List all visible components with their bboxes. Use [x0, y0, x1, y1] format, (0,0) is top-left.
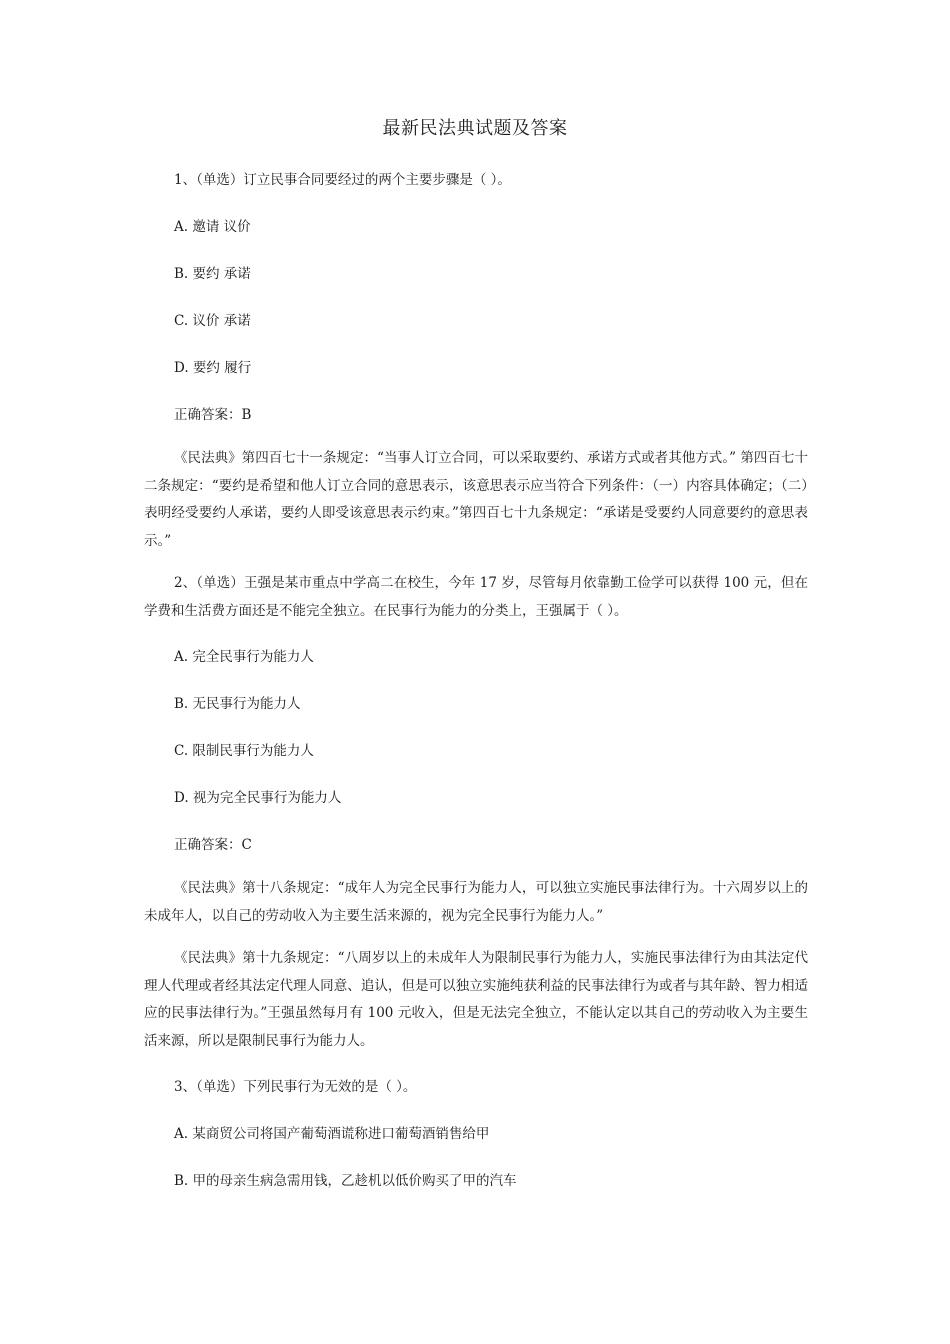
- question-3: 3、（单选）下列民事行为无效的是（ ）。: [174, 1079, 417, 1095]
- q1-explanation: 《民法典》第四百七十一条规定：“当事人订立合同，可以采取要约、承诺方式或者其他方式。” 第四百七十二条规定：“要约是希望和他人订立合同的意思表示，该意思表示应当符合下列条件：（一）内容具体确定；（二）表明经受要约人承诺，要约人即受该意思表示约束。”第四百七十九条规定：“承诺是受要约人同意要约的意思表示。”: [144, 450, 808, 549]
- q3-option-a: A. 某商贸公司将国产葡萄酒谎称进口葡萄酒销售给甲: [174, 1126, 490, 1142]
- q1-option-b: B. 要约 承诺: [174, 266, 251, 282]
- page-title: 最新民法典试题及答案: [382, 118, 568, 139]
- q2-explanation-2: 《民法典》第十九条规定：“八周岁以上的未成年人为限制民事行为能力人，实施民事法律行为由其法定代理人代理或者经其法定代理人同意、追认，但是可以独立实施纯获利益的民事法律行为或者与其年龄、智力相适应的民事法律行为。”王强虽然每月有 100 元收入，但是无法完全独立，不能认定以其自己的劳动收入为主要生活来源，所以是限制民事行为能力人。: [144, 950, 808, 1049]
- question-2: 2、（单选）王强是某市重点中学高二在校生，今年 17 岁，尽管每月依靠勤工俭学可以获得 100 元，但在学费和生活费方面还是不能完全独立。在民事行为能力的分类上，王强属于（ ）。: [144, 575, 808, 619]
- q2-option-a: A. 完全民事行为能力人: [174, 649, 314, 665]
- q3-option-b: B. 甲的母亲生病急需用钱，乙趁机以低价购买了甲的汽车: [174, 1173, 517, 1189]
- q1-option-a: A. 邀请 议价: [174, 219, 251, 235]
- q1-option-c: C. 议价 承诺: [174, 313, 251, 329]
- q2-answer: 正确答案：C: [174, 837, 252, 853]
- q2-explanation-1: 《民法典》第十八条规定：“成年人为完全民事行为能力人，可以独立实施民事法律行为。十六周岁以上的未成年人，以自己的劳动收入为主要生活来源的，视为完全民事行为能力人。”: [144, 880, 808, 924]
- q2-option-b: B. 无民事行为能力人: [174, 696, 301, 712]
- q1-option-d: D. 要约 履行: [174, 360, 252, 376]
- q1-answer: 正确答案：B: [174, 407, 252, 423]
- q2-option-c: C. 限制民事行为能力人: [174, 743, 314, 759]
- question-1: 1、（单选）订立民事合同要经过的两个主要步骤是（ ）。: [174, 172, 511, 188]
- q2-option-d: D. 视为完全民事行为能力人: [174, 790, 342, 806]
